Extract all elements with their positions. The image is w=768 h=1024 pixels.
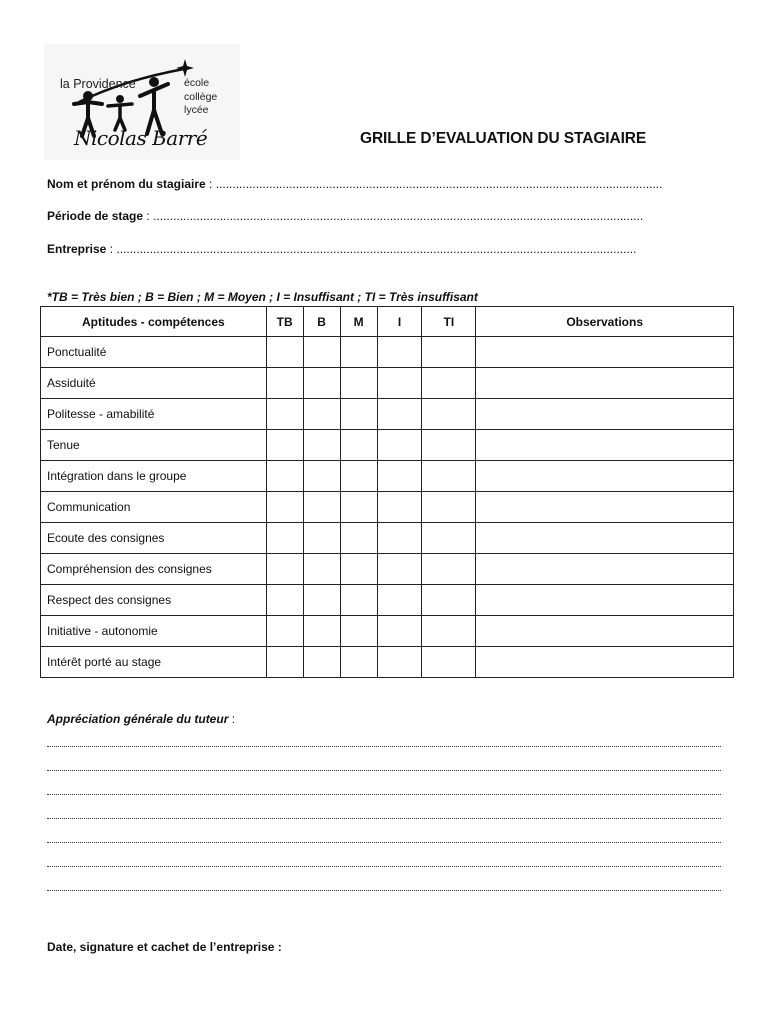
appreciation-line[interactable] [47, 840, 721, 843]
table-row [41, 585, 734, 616]
header-m: M [340, 307, 377, 337]
appreciation-line[interactable] [47, 888, 721, 891]
field-stage-period[interactable] [47, 209, 723, 223]
appreciation-line[interactable] [47, 792, 721, 795]
rating-cell-m[interactable] [340, 616, 377, 647]
rating-cell-tb[interactable] [266, 399, 303, 430]
field-separator: : [143, 209, 154, 223]
aptitude-label: Politesse - amabilité [41, 399, 267, 430]
aptitude-label: Tenue [41, 430, 267, 461]
rating-cell-tb[interactable] [266, 337, 303, 368]
rating-legend: *TB = Très bien ; B = Bien ; M = Moyen ; I = Insuffisant ; TI = Très insuffisant [47, 290, 478, 304]
rating-cell-ti[interactable] [422, 399, 476, 430]
rating-cell-tb[interactable] [266, 647, 303, 678]
field-dotted-line: ................................................................................................................................................... [153, 209, 644, 223]
field-separator: : [205, 177, 216, 191]
header-ti: TI [422, 307, 476, 337]
table-row [41, 399, 734, 430]
logo-top-text: la Providence [60, 77, 136, 91]
rating-cell-b[interactable] [303, 585, 340, 616]
aptitude-label: Ponctualité [41, 337, 267, 368]
table-row [41, 554, 734, 585]
rating-cell-i[interactable] [377, 399, 422, 430]
field-stagiaire-name[interactable] [47, 177, 723, 191]
table-row [41, 368, 734, 399]
rating-cell-i[interactable] [377, 430, 422, 461]
rating-cell-observations[interactable] [476, 337, 734, 368]
rating-cell-b[interactable] [303, 523, 340, 554]
rating-cell-i[interactable] [377, 616, 422, 647]
table-header-row [41, 307, 734, 337]
rating-cell-b[interactable] [303, 399, 340, 430]
appreciation-separator: : [228, 712, 236, 726]
logo-level-ecole: école [184, 77, 210, 89]
rating-cell-m[interactable] [340, 461, 377, 492]
rating-cell-m[interactable] [340, 585, 377, 616]
aptitude-label: Assiduité [41, 368, 267, 399]
rating-cell-ti[interactable] [422, 554, 476, 585]
rating-cell-ti[interactable] [422, 585, 476, 616]
rating-cell-i[interactable] [377, 337, 422, 368]
rating-cell-m[interactable] [340, 492, 377, 523]
rating-cell-b[interactable] [303, 461, 340, 492]
rating-cell-m[interactable] [340, 399, 377, 430]
field-separator: : [106, 242, 117, 256]
aptitude-label: Communication [41, 492, 267, 523]
rating-cell-b[interactable] [303, 430, 340, 461]
appreciation-line[interactable] [47, 816, 721, 819]
rating-cell-ti[interactable] [422, 461, 476, 492]
rating-cell-i[interactable] [377, 492, 422, 523]
rating-cell-observations[interactable] [476, 647, 734, 678]
rating-cell-observations[interactable] [476, 554, 734, 585]
logo-school-levels [184, 77, 217, 118]
table-row [41, 430, 734, 461]
logo-level-college: collège [184, 90, 218, 103]
rating-cell-ti[interactable] [422, 430, 476, 461]
rating-cell-observations[interactable] [476, 523, 734, 554]
rating-cell-observations[interactable] [476, 399, 734, 430]
rating-cell-b[interactable] [303, 492, 340, 523]
rating-cell-tb[interactable] [266, 616, 303, 647]
appreciation-line[interactable] [47, 768, 721, 771]
aptitude-label: Ecoute des consignes [41, 523, 267, 554]
rating-cell-ti[interactable] [422, 337, 476, 368]
table-row [41, 461, 734, 492]
field-label: Entreprise [47, 242, 107, 256]
rating-cell-ti[interactable] [422, 492, 476, 523]
header-tb: TB [266, 307, 303, 337]
rating-cell-b[interactable] [303, 616, 340, 647]
appreciation-line[interactable] [47, 744, 721, 747]
table-row [41, 523, 734, 554]
appreciation-label: Appréciation générale du tuteur [47, 712, 229, 726]
rating-cell-b[interactable] [303, 337, 340, 368]
table-row [41, 337, 734, 368]
rating-cell-observations[interactable] [476, 616, 734, 647]
aptitude-label: Compréhension des consignes [41, 554, 267, 585]
aptitude-label: Initiative - autonomie [41, 616, 267, 647]
field-label: Nom et prénom du stagiaire [47, 177, 206, 191]
rating-cell-b[interactable] [303, 368, 340, 399]
evaluation-table [40, 306, 734, 678]
rating-cell-observations[interactable] [476, 585, 734, 616]
rating-cell-tb[interactable] [266, 554, 303, 585]
rating-cell-m[interactable] [340, 647, 377, 678]
table-row [41, 616, 734, 647]
rating-cell-i[interactable] [377, 461, 422, 492]
logo-level-lycee: lycée [184, 104, 209, 116]
signature-label: Date, signature et cachet de l’entreprise : [47, 940, 282, 954]
rating-cell-i[interactable] [377, 554, 422, 585]
header-i: I [377, 307, 422, 337]
rating-cell-m[interactable] [340, 368, 377, 399]
rating-cell-i[interactable] [377, 523, 422, 554]
rating-cell-ti[interactable] [422, 616, 476, 647]
rating-cell-m[interactable] [340, 337, 377, 368]
field-dotted-line: ............................................................................................................................................................ [116, 242, 637, 256]
rating-cell-tb[interactable] [266, 523, 303, 554]
rating-cell-observations[interactable] [476, 492, 734, 523]
logo-brand-name: Nicolas Barré [74, 126, 208, 150]
rating-cell-observations[interactable] [476, 461, 734, 492]
table-row [41, 492, 734, 523]
rating-cell-m[interactable] [340, 523, 377, 554]
header-aptitudes: Aptitudes - compétences [41, 307, 267, 337]
field-label: Période de stage [47, 209, 144, 223]
rating-cell-observations[interactable] [476, 430, 734, 461]
rating-cell-ti[interactable] [422, 523, 476, 554]
rating-cell-i[interactable] [377, 585, 422, 616]
rating-cell-ti[interactable] [422, 368, 476, 399]
aptitude-label: Intégration dans le groupe [41, 461, 267, 492]
aptitude-label: Intérêt porté au stage [41, 647, 267, 678]
rating-cell-m[interactable] [340, 554, 377, 585]
header-observations: Observations [476, 307, 734, 337]
rating-cell-i[interactable] [377, 647, 422, 678]
header-b: B [303, 307, 340, 337]
rating-cell-m[interactable] [340, 430, 377, 461]
rating-cell-b[interactable] [303, 647, 340, 678]
document-title: GRILLE D’EVALUATION DU STAGIAIRE [360, 130, 647, 147]
appreciation-heading [47, 712, 235, 726]
rating-cell-tb[interactable] [266, 368, 303, 399]
rating-cell-tb[interactable] [266, 585, 303, 616]
rating-cell-observations[interactable] [476, 368, 734, 399]
aptitude-label: Respect des consignes [41, 585, 267, 616]
field-entreprise[interactable] [47, 242, 723, 256]
school-logo [44, 44, 240, 160]
table-row [41, 647, 734, 678]
rating-cell-tb[interactable] [266, 492, 303, 523]
rating-cell-ti[interactable] [422, 647, 476, 678]
rating-cell-tb[interactable] [266, 430, 303, 461]
field-dotted-line: ...................................................................................................................................... [215, 177, 663, 191]
appreciation-line[interactable] [47, 864, 721, 867]
rating-cell-i[interactable] [377, 368, 422, 399]
rating-cell-b[interactable] [303, 554, 340, 585]
rating-cell-tb[interactable] [266, 461, 303, 492]
